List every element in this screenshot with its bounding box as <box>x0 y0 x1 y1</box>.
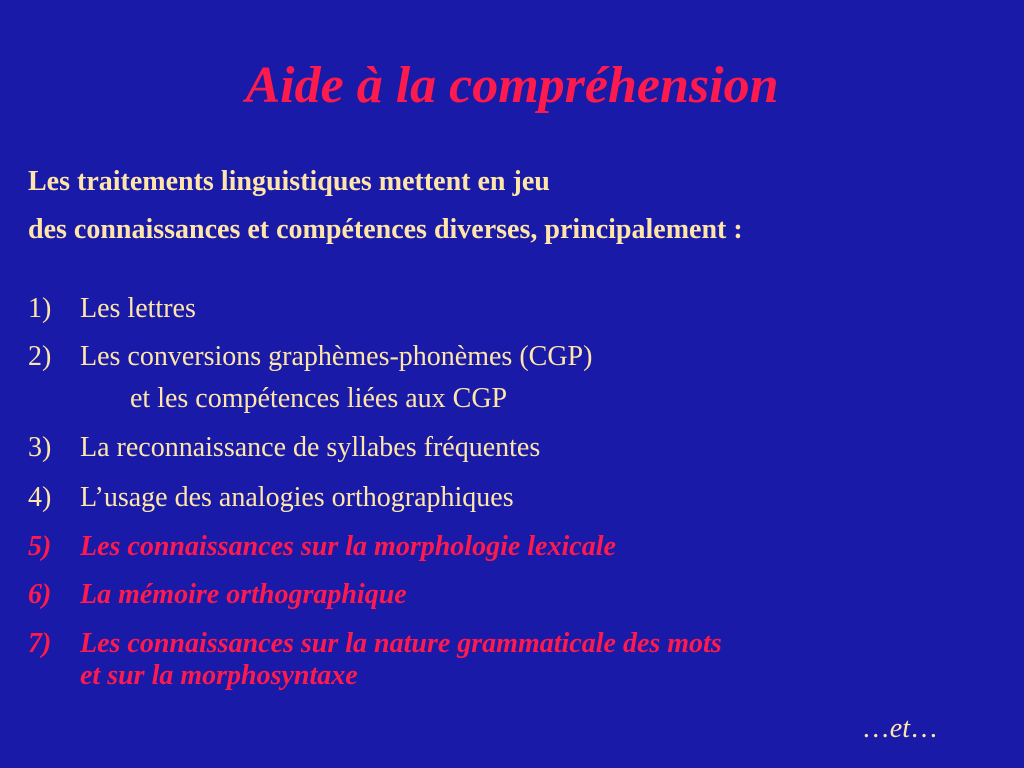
list-item-number: 5) <box>28 531 52 562</box>
list-item-2-continuation: et les compétences liées aux CGP <box>130 383 508 414</box>
list-item-number: 4) <box>28 482 52 513</box>
intro-line-2: des connaissances et compétences diverses, principalement : <box>28 214 743 245</box>
list-item-number: 6) <box>28 579 52 610</box>
list-item-text: L’usage des analogies orthographiques <box>80 482 514 513</box>
list-item-text: Les connaissances sur la nature grammaticale des mots <box>80 628 722 659</box>
list-item-number: 3) <box>28 432 52 463</box>
list-item-text: Les lettres <box>80 293 196 324</box>
list-item-text: Les connaissances sur la morphologie lexicale <box>80 531 616 562</box>
slide-title: Aide à la compréhension <box>245 57 779 114</box>
ellipsis-before: … <box>861 713 890 744</box>
list-item-number: 2) <box>28 341 52 372</box>
list-item-text: La mémoire orthographique <box>80 579 407 610</box>
intro-line-1: Les traitements linguistiques mettent en jeu <box>28 166 550 197</box>
et-word: et <box>889 713 910 744</box>
list-item-text: Les conversions graphèmes-phonèmes (CGP) <box>80 341 593 372</box>
ellipsis-et <box>862 712 938 746</box>
list-item-text: La reconnaissance de syllabes fréquentes <box>80 432 541 463</box>
list-item-7-continuation: et sur la morphosyntaxe <box>80 660 358 691</box>
ellipsis-after: … <box>910 713 938 744</box>
list-item-number: 1) <box>28 293 52 324</box>
list-item-number: 7) <box>28 628 52 659</box>
